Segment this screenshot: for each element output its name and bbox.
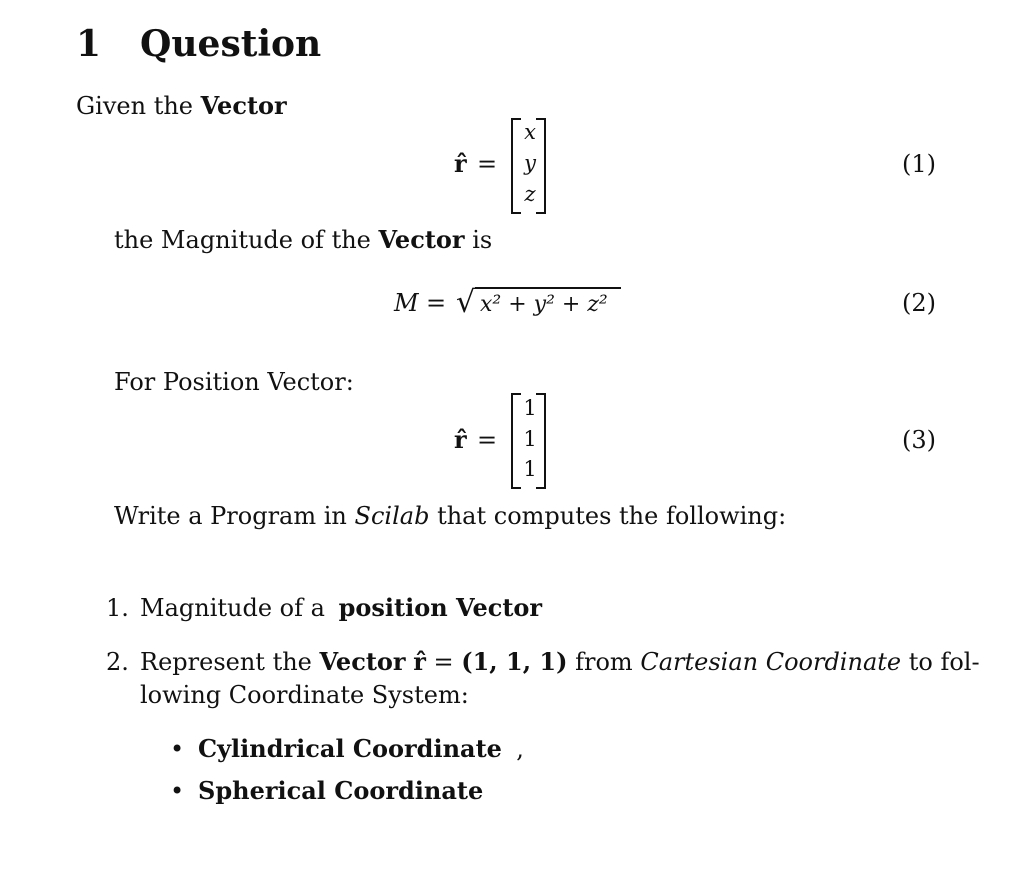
item2-to: to fol-	[908, 648, 980, 676]
eq2-radicand: x² + y² + z²	[480, 292, 608, 317]
item2-prefix: Represent the	[140, 648, 312, 676]
eq3-lhs: r̂	[454, 425, 467, 454]
eq2-sqrt-symbol: √	[456, 285, 476, 320]
eq2-number: (2)	[902, 289, 936, 317]
bullet-marker: •	[170, 735, 185, 763]
eq3-matrix-cell: 1	[523, 396, 537, 420]
bullet-marker: •	[170, 777, 185, 805]
item2-vector: r̂	[413, 647, 426, 676]
intro-prefix: Given the	[76, 92, 193, 120]
list-item	[140, 647, 980, 677]
item1-prefix: Magnitude of a	[140, 594, 325, 622]
eq3-matrix-cell: 1	[523, 457, 537, 481]
item2-italic: Cartesian Coordinate	[640, 648, 902, 676]
magnitude-suffix: is	[472, 226, 493, 254]
position-line: For Position Vector:	[114, 368, 354, 396]
list-marker: 2.	[106, 648, 129, 676]
intro-line	[76, 91, 287, 121]
eq3-matrix-cell: 1	[523, 427, 537, 451]
section-number: 1	[76, 23, 102, 65]
item2-from: from	[575, 648, 633, 676]
eq1-number: (1)	[902, 150, 936, 178]
magnitude-bold: Vector	[378, 225, 465, 254]
bullet-item-cylindrical	[198, 734, 524, 764]
item2-bold: Vector	[319, 647, 406, 676]
program-suffix: that computes the following:	[437, 502, 787, 530]
magnitude-line	[114, 225, 492, 255]
eq1-matrix-cell: y	[524, 151, 536, 175]
item2-tuple: (1, 1, 1)	[461, 647, 568, 676]
eq1-matrix-cell: x	[524, 120, 536, 144]
program-prefix: Write a Program in	[114, 502, 347, 530]
eq3-number: (3)	[902, 426, 936, 454]
eq2-sqrt-bar	[475, 287, 621, 289]
item2-equals: =	[433, 648, 454, 676]
item1-bold: position Vector	[338, 593, 543, 622]
bullet-label: Cylindrical Coordinate	[198, 734, 502, 763]
section-title: Question	[140, 23, 322, 65]
bullet-suffix: ,	[516, 735, 524, 763]
eq1-matrix-cell: z	[524, 182, 536, 206]
eq3-equals: =	[477, 426, 498, 454]
eq2-lhs: M	[394, 289, 419, 317]
list-marker: 1.	[106, 594, 129, 622]
item2-line2: lowing Coordinate System:	[140, 681, 469, 709]
intro-bold: Vector	[200, 91, 287, 120]
program-line	[114, 501, 786, 531]
program-italic: Scilab	[354, 502, 430, 530]
bullet-item-spherical	[198, 776, 483, 806]
bullet-label: Spherical Coordinate	[198, 776, 484, 805]
magnitude-prefix: the Magnitude of the	[114, 226, 371, 254]
eq1-equals: =	[477, 150, 498, 178]
eq2-equals: =	[426, 289, 447, 317]
eq1-lhs: r̂	[454, 149, 467, 178]
list-item	[140, 593, 542, 623]
